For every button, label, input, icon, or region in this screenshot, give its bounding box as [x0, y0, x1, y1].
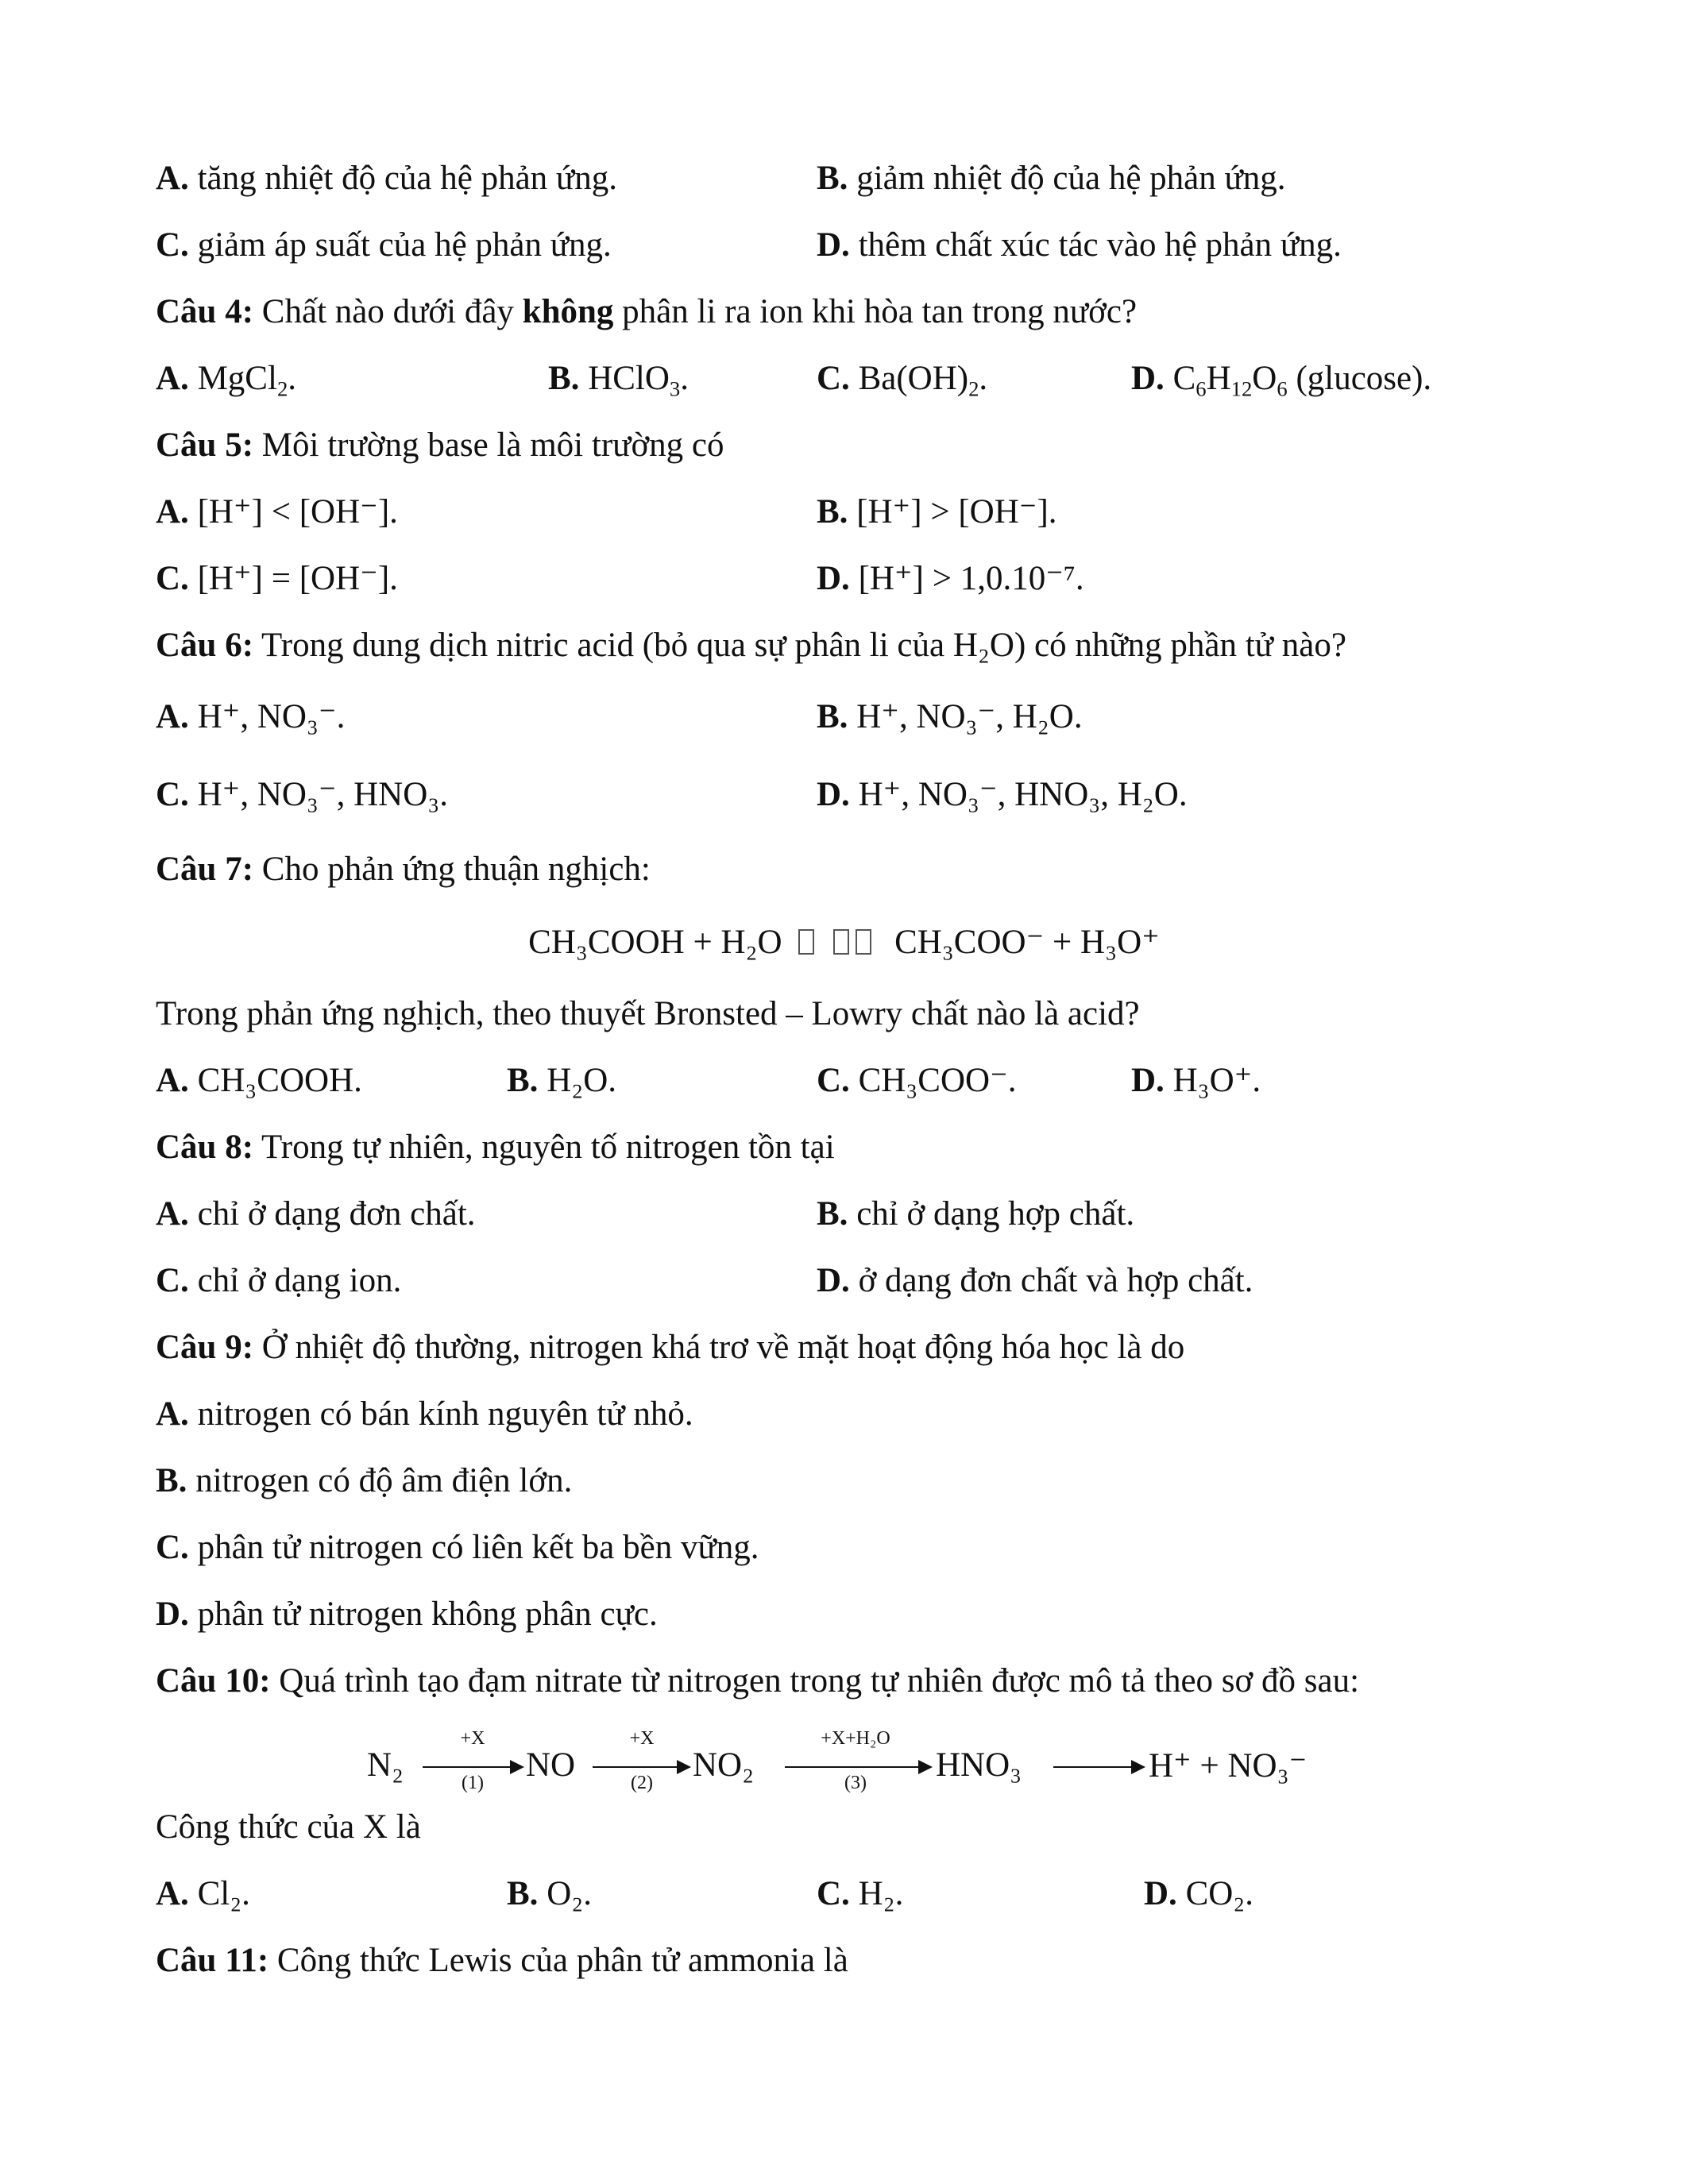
- arrow-4-icon: [1053, 1766, 1144, 1768]
- q6-option-d: D. H⁺, NO₃⁻, HNO₃, H₂O.: [817, 776, 1188, 813]
- q10-question: Công thức của X là: [156, 1808, 421, 1846]
- q4-option-c: C. $Ba(OH)_2$.: [817, 360, 988, 401]
- arrow3-top-label: +X+H₂O: [821, 1728, 890, 1749]
- q3-option-d: D. thêm chất xúc tác vào hệ phản ứng.: [817, 226, 1342, 264]
- q3-option-a: A. tăng nhiệt độ của hệ phản ứng.: [156, 160, 617, 197]
- scheme-products: H⁺ + NO₃⁻: [1149, 1747, 1308, 1785]
- q8-stem: Câu 8: Trong tự nhiên, nguyên tố nitrogen tồn tại: [156, 1129, 835, 1166]
- q7-question: Trong phản ứng nghịch, theo thuyết Bronsted – Lowry chất nào là acid?: [156, 995, 1140, 1032]
- q7-option-b: B. H₂O.: [507, 1062, 617, 1099]
- scheme-no2: NO₂: [693, 1746, 755, 1784]
- q9-option-b: B. nitrogen có độ âm điện lớn.: [156, 1462, 573, 1499]
- q8-option-d: D. ở dạng đơn chất và hợp chất.: [817, 1262, 1253, 1299]
- q5-option-c: C. [H⁺] = [OH⁻].: [156, 560, 398, 597]
- q4-option-d: D. $C_6H_{12}O_6$ (glucose).: [1131, 360, 1432, 401]
- q8-option-a: A. chỉ ở dạng đơn chất.: [156, 1195, 476, 1233]
- q5-stem: Câu 5: Môi trường base là môi trường có: [156, 426, 724, 464]
- q9-option-a: A. nitrogen có bán kính nguyên tử nhỏ.: [156, 1395, 693, 1433]
- arrow1-bottom-label: (1): [462, 1773, 484, 1793]
- q6-option-c: C. H⁺, NO₃⁻, HNO₃.: [156, 776, 449, 813]
- q7-option-a: A. CH₃COOH.: [156, 1062, 362, 1099]
- equilibrium-arrow-icon: [798, 929, 878, 956]
- scheme-no: NO: [526, 1746, 576, 1784]
- q4-stem: Câu 4: Chất nào dưới đây không phân li ra ion khi hòa tan trong nước?: [156, 293, 1138, 330]
- q10-stem: Câu 10: Quá trình tạo đạm nitrate từ nitrogen trong tự nhiên được mô tả theo sơ đồ sau:: [156, 1662, 1360, 1700]
- arrow-2-icon: [593, 1766, 689, 1768]
- arrow1-top-label: +X: [460, 1728, 485, 1749]
- q9-option-c: C. phân tử nitrogen có liên kết ba bền vững.: [156, 1529, 759, 1566]
- q10-scheme: [367, 1728, 1336, 1803]
- q10-option-c: C. H₂.: [817, 1875, 904, 1912]
- q10-option-d: D. CO₂.: [1144, 1875, 1254, 1912]
- arrow2-top-label: +X: [629, 1728, 655, 1749]
- q6-option-b: B. H⁺, NO₃⁻, H₂O.: [817, 698, 1083, 735]
- q7-option-d: D. H₃O⁺.: [1131, 1062, 1261, 1099]
- q8-option-b: B. chỉ ở dạng hợp chất.: [817, 1195, 1135, 1233]
- q6-stem: Câu 6: Trong dung dịch nitric acid (bỏ qua sự phân li của H₂O) có những phần tử nào?: [156, 627, 1346, 664]
- arrow2-bottom-label: (2): [631, 1773, 653, 1793]
- q4-option-b: B. HClO$_3$.: [548, 360, 689, 401]
- arrow3-bottom-label: (3): [844, 1773, 867, 1793]
- q3-option-b: B. giảm nhiệt độ của hệ phản ứng.: [817, 160, 1286, 197]
- scheme-n2: N₂: [367, 1746, 404, 1784]
- q10-option-a: A. Cl₂.: [156, 1875, 250, 1912]
- q4-option-a: A. MgCl$_2$.: [156, 360, 297, 401]
- q6-option-a: A. H⁺, NO₃⁻.: [156, 698, 346, 735]
- q5-option-d: D. [H⁺] > 1,0.10⁻⁷.: [817, 560, 1084, 597]
- q9-option-d: D. phân tử nitrogen không phân cực.: [156, 1596, 658, 1633]
- q10-option-b: B. O₂.: [507, 1875, 592, 1912]
- q3-option-c: C. giảm áp suất của hệ phản ứng.: [156, 226, 612, 264]
- q11-stem: Câu 11: Công thức Lewis của phân tử ammonia là: [156, 1942, 848, 1979]
- arrow-1-icon: [423, 1766, 523, 1768]
- q5-option-a: A. [H⁺] < [OH⁻].: [156, 493, 398, 531]
- q8-option-c: C. chỉ ở dạng ion.: [156, 1262, 402, 1299]
- q7-equation: CH₃COOH + H₂O CH₃COO⁻ + H₃O⁺: [528, 924, 1160, 961]
- q7-option-c: C. CH₃COO⁻.: [817, 1062, 1017, 1099]
- arrow-3-icon: [785, 1766, 931, 1768]
- scheme-hno3: HNO₃: [936, 1746, 1022, 1784]
- q5-option-b: B. [H⁺] > [OH⁻].: [817, 493, 1057, 531]
- q7-stem: Câu 7: Cho phản ứng thuận nghịch:: [156, 851, 651, 888]
- q9-stem: Câu 9: Ở nhiệt độ thường, nitrogen khá trơ về mặt hoạt động hóa học là do: [156, 1329, 1185, 1366]
